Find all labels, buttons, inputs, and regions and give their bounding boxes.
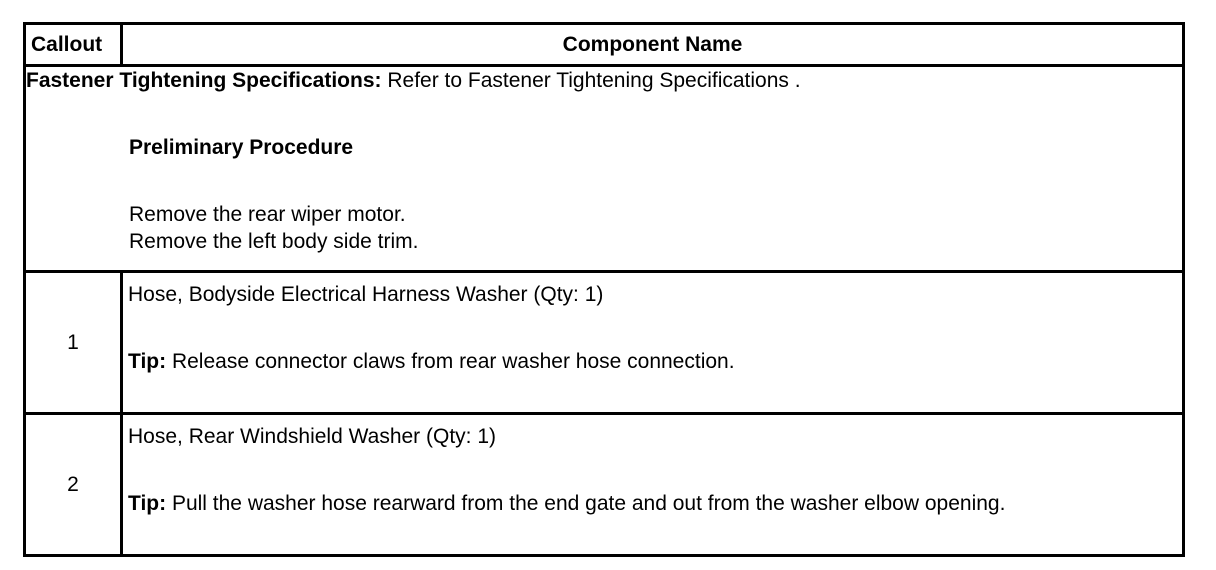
tip-line xyxy=(128,348,1182,375)
component-cell xyxy=(122,414,1184,556)
component-name-column-header: Component Name xyxy=(122,24,1184,66)
fastener-spec-text: Refer to Fastener Tightening Specifications . xyxy=(381,69,801,92)
table-row xyxy=(25,272,1184,414)
fastener-spec-line xyxy=(26,67,1182,94)
preliminary-step: Remove the left body side trim. xyxy=(129,230,419,253)
specification-row xyxy=(25,66,1184,272)
preliminary-steps xyxy=(129,201,1182,255)
tip-label: Tip: xyxy=(128,492,167,515)
callout-column-header: Callout xyxy=(25,24,122,66)
table-row xyxy=(25,414,1184,556)
tip-line xyxy=(128,490,1182,517)
callout-number: 2 xyxy=(25,414,122,556)
table-header-row xyxy=(25,24,1184,66)
fastener-spec-label: Fastener Tightening Specifications: xyxy=(26,69,382,92)
preliminary-procedure xyxy=(129,134,1182,255)
tip-text: Release connector claws from rear washer hose connection. xyxy=(166,350,735,373)
preliminary-step: Remove the rear wiper motor. xyxy=(129,203,406,226)
preliminary-procedure-title: Preliminary Procedure xyxy=(129,136,354,159)
component-table xyxy=(23,22,1185,557)
specification-cell xyxy=(25,66,1184,272)
component-name: Hose, Rear Windshield Washer (Qty: 1) xyxy=(128,425,497,448)
tip-text: Pull the washer hose rearward from the end gate and out from the washer elbow opening. xyxy=(166,492,1006,515)
callout-number: 1 xyxy=(25,272,122,414)
component-cell xyxy=(122,272,1184,414)
component-name: Hose, Bodyside Electrical Harness Washer (Qty: 1) xyxy=(128,283,604,306)
tip-label: Tip: xyxy=(128,350,167,373)
